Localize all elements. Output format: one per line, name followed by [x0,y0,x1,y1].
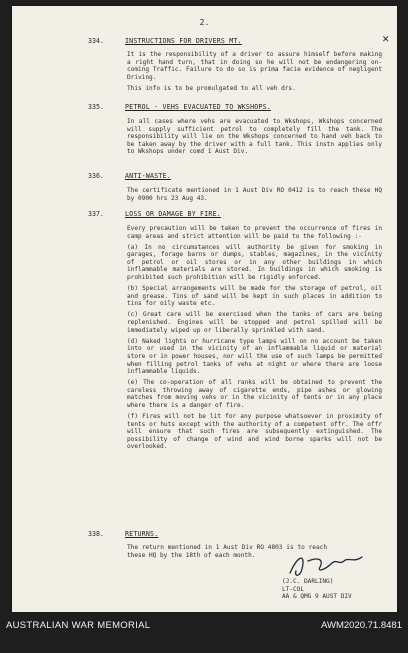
section-body-336 [127,187,382,206]
paragraph: (d) Naked lights or hurricane type lamps will on no account be taken into or used in the vicinity of an inflammable liquid or material store or in power houses, nor will the use of such lamps be permitted when filling petrol tanks of vehs at night or where there are loose inflammable liquids. [127,337,382,376]
section-body-334 [127,51,382,96]
paragraph: Every precaution will be taken to prevent the occurrence of fires in camp areas and strict attention will be paid to the following :- [127,225,382,240]
signatory-name: (J.C. DARLING) [282,578,334,585]
document-page [12,6,397,612]
signature-block [282,578,352,601]
section-number-335: 335. [88,103,104,111]
paragraph: The certificate mentioned in 1 Aust Div RO 0412 is to reach these HQ by 0900 hrs 23 Aug 43. [127,187,382,202]
footer-accession-number: AWM2020.71.8481 [321,620,402,631]
corner-mark-icon: ✕ [382,32,389,45]
section-heading-338: RETURNS. [125,530,159,538]
section-body-335 [127,118,382,159]
section-heading-335: PETROL - VEHS EVACUATED TO WKSHOPS. [125,103,271,111]
section-heading-337: LOSS OR DAMAGE BY FIRE. [125,210,221,218]
section-heading-336: ANTI-WASTE. [125,172,171,180]
section-number-334: 334. [88,37,104,45]
section-number-336: 336. [88,172,104,180]
paragraph: It is the responsibility of a driver to assure himself before making a right hand turn, that in doing so he will not be endangering on-coming Traffic. Failure to do so is prima facie evidence of negligent Driving. [127,51,382,81]
page-number: 2. [199,18,210,27]
footer-institution: AUSTRALIAN WAR MEMORIAL [6,620,151,631]
handwritten-signature [284,551,374,581]
section-heading-334: INSTRUCTIONS FOR DRIVERS MT. [125,37,242,45]
paragraph: This info is to be promulgated to all veh drs. [127,84,296,92]
signatory-role: AA & QMG 9 AUST DIV [282,593,352,601]
paragraph: The return mentioned in 1 Aust Div RO 4803 is to reach these HQ by the 18th of each month. [127,544,327,559]
paragraph: (a) In no circumstances will authority be given for smoking in garages, forage barns or dumps, stables, magazines, in the vicinity of petrol or oil stores or in any other buildings in which inflammable materials are stored. In buildings in which smoking is prohibited such prohibition will be rigidly enforced. [127,243,382,282]
paragraph: (f) Fires will not be lit for any purpose whatsoever in proximity of tents or huts except with the authority of a competent offr. The offr will ensure that such fires are subsequently extinguished. The possibility of change of wind and wind borne sparks will not be overlooked. [127,413,382,451]
archive-footer [0,616,408,653]
signatory-title: LT-COL [282,585,305,593]
section-number-337: 337. [88,210,104,218]
paragraph: In all cases where vehs are evacuated to Wkshops, Wkshops concerned will supply sufficient petrol to completely fill the tank. The responsibility will lie on the Wkshops concerned to hand veh back to be taken away by the driver with a full tank. This instn applies only to Wkshops under comd 1 Aust Div. [127,118,382,156]
paragraph: (c) Great care will be exercised when the tanks of cars are being replenished. Engines will be stopped and petrol spilled will be immediately wiped up or liberally sprinkled with sand. [127,311,382,334]
section-body-337 [127,225,382,455]
section-number-338: 338. [88,530,104,538]
paragraph: (e) The co-operation of all ranks will be obtained to prevent the careless throwing away of cigarette ends, pipe ashes or glowing matches from moving vehs or in the vicinity of tents or in any place where there is a danger of fire. [127,379,382,409]
paragraph: (b) Special arrangements will be made for the storage of petrol, oil and grease. Tins of sand will be kept in such places in addition to tins for oily waste etc. [127,285,382,308]
